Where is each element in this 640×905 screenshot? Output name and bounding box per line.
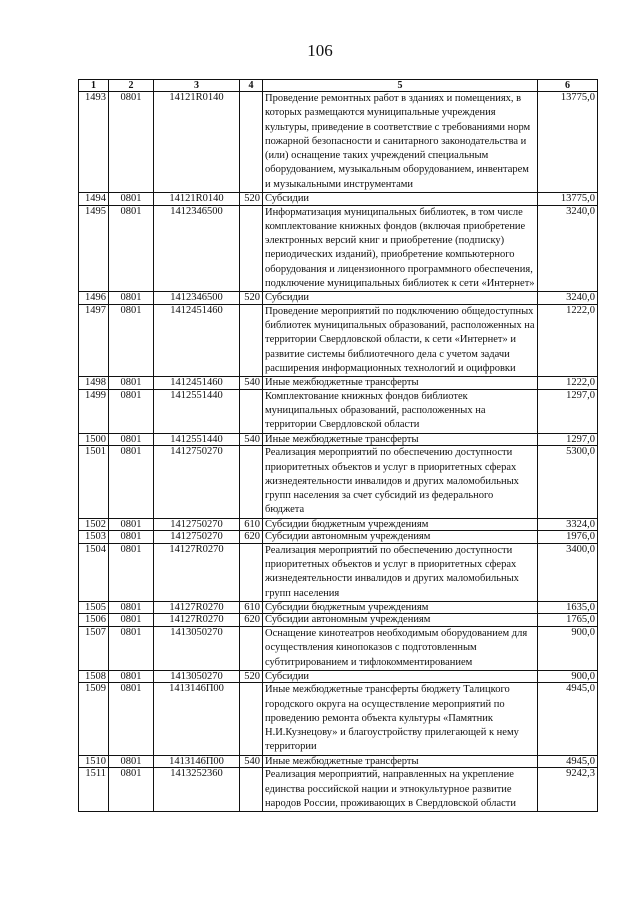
expense-type-cell: 610 <box>240 518 263 531</box>
description-cell: Проведение ремонтных работ в зданиях и помещениях, в которых размещаются муниципальные учреждения культуры, приведение в соответствие с требованиями норм пожарной безопасности и санитарного законодательства и (или) оснащение таких учреждений специальным оборудованием, музыкальным оборудованием, инвентарем и музыкальными инструментами <box>263 92 538 193</box>
description-cell: Комплектование книжных фондов библиотек муниципальных образований, расположенных на территории Свердловской области <box>263 389 538 433</box>
expense-type-cell: 520 <box>240 670 263 683</box>
expense-type-cell <box>240 543 263 601</box>
header-col-3: 3 <box>154 80 240 92</box>
article-code-cell: 1412750270 <box>154 518 240 531</box>
article-code-cell: 1412346500 <box>154 292 240 305</box>
amount-cell: 1635,0 <box>538 601 598 614</box>
section-code-cell: 0801 <box>109 304 154 376</box>
expense-type-cell: 520 <box>240 292 263 305</box>
table-row <box>79 389 598 433</box>
expense-type-cell <box>240 446 263 518</box>
table-row <box>79 601 598 614</box>
expense-type-cell <box>240 304 263 376</box>
description-cell: Иные межбюджетные трансферты <box>263 433 538 446</box>
section-code-cell: 0801 <box>109 292 154 305</box>
description-cell: Проведение мероприятий по подключению общедоступных библиотек муниципальных образований, расположенных на территории Свердловской области, к сети «Интернет» и развитие системы библиотечного дела с учетом задачи расширения информационных технологий и оцифровки <box>263 304 538 376</box>
description-cell: Субсидии бюджетным учреждениям <box>263 601 538 614</box>
expense-type-cell: 620 <box>240 614 263 627</box>
row-number-cell: 1507 <box>79 626 109 670</box>
header-col-2: 2 <box>109 80 154 92</box>
amount-cell: 3400,0 <box>538 543 598 601</box>
table-row <box>79 531 598 544</box>
table-row <box>79 433 598 446</box>
page-number: 106 <box>307 41 333 60</box>
amount-cell: 4945,0 <box>538 755 598 768</box>
amount-cell: 13775,0 <box>538 92 598 193</box>
header-col-6: 6 <box>538 80 598 92</box>
section-code-cell: 0801 <box>109 446 154 518</box>
table-row <box>79 92 598 193</box>
table-row <box>79 205 598 292</box>
table-row <box>79 670 598 683</box>
description-cell: Реализация мероприятий по обеспечению доступности приоритетных объектов и услуг в приоритетных сферах жизнедеятельности инвалидов и других маломобильных групп населения за счет субсидий из федерального бюджета <box>263 446 538 518</box>
article-code-cell: 1412346500 <box>154 205 240 292</box>
section-code-cell: 0801 <box>109 768 154 812</box>
amount-cell: 3240,0 <box>538 205 598 292</box>
row-number-cell: 1502 <box>79 518 109 531</box>
description-cell: Субсидии бюджетным учреждениям <box>263 518 538 531</box>
expense-type-cell: 540 <box>240 433 263 446</box>
section-code-cell: 0801 <box>109 518 154 531</box>
table-row <box>79 755 598 768</box>
expense-type-cell: 540 <box>240 755 263 768</box>
description-cell: Реализация мероприятий, направленных на укрепление единства российской нации и этнокультурное развитие народов России, проживающих в Свердловской области <box>263 768 538 812</box>
description-cell: Субсидии автономным учреждениям <box>263 531 538 544</box>
amount-cell: 1222,0 <box>538 377 598 390</box>
article-code-cell: 1413050270 <box>154 626 240 670</box>
header-col-1: 1 <box>79 80 109 92</box>
article-code-cell: 14121R0140 <box>154 92 240 193</box>
description-cell: Субсидии <box>263 292 538 305</box>
amount-cell: 13775,0 <box>538 193 598 206</box>
table-row <box>79 768 598 812</box>
row-number-cell: 1505 <box>79 601 109 614</box>
section-code-cell: 0801 <box>109 683 154 755</box>
section-code-cell: 0801 <box>109 755 154 768</box>
amount-cell: 5300,0 <box>538 446 598 518</box>
description-cell: Иные межбюджетные трансферты бюджету Талицкого городского округа на осуществление мероприятий по проведению ремонта объекта культуры «Памятник Н.И.Кузнецову» и благоустройству прилегающей к нему территории <box>263 683 538 755</box>
row-number-cell: 1493 <box>79 92 109 193</box>
section-code-cell: 0801 <box>109 377 154 390</box>
row-number-cell: 1506 <box>79 614 109 627</box>
expense-type-cell <box>240 683 263 755</box>
article-code-cell: 1412451460 <box>154 377 240 390</box>
header-row <box>79 80 598 92</box>
row-number-cell: 1497 <box>79 304 109 376</box>
section-code-cell: 0801 <box>109 193 154 206</box>
table-row <box>79 543 598 601</box>
section-code-cell: 0801 <box>109 433 154 446</box>
header-col-4: 4 <box>240 80 263 92</box>
table-row <box>79 193 598 206</box>
row-number-cell: 1498 <box>79 377 109 390</box>
row-number-cell: 1496 <box>79 292 109 305</box>
section-code-cell: 0801 <box>109 601 154 614</box>
table-row <box>79 614 598 627</box>
description-cell: Субсидии автономным учреждениям <box>263 614 538 627</box>
expense-type-cell <box>240 92 263 193</box>
expense-type-cell: 520 <box>240 193 263 206</box>
article-code-cell: 141З146П00 <box>154 683 240 755</box>
description-cell: Субсидии <box>263 670 538 683</box>
amount-cell: 1976,0 <box>538 531 598 544</box>
expense-type-cell <box>240 389 263 433</box>
table-row <box>79 518 598 531</box>
table-row <box>79 683 598 755</box>
section-code-cell: 0801 <box>109 626 154 670</box>
header-col-5: 5 <box>263 80 538 92</box>
article-code-cell: 141З146П00 <box>154 755 240 768</box>
description-cell: Реализация мероприятий по обеспечению доступности приоритетных объектов и услуг в приоритетных сферах жизнедеятельности инвалидов и других маломобильных групп населения <box>263 543 538 601</box>
row-number-cell: 1494 <box>79 193 109 206</box>
row-number-cell: 1504 <box>79 543 109 601</box>
expense-type-cell <box>240 768 263 812</box>
table-row <box>79 292 598 305</box>
table-row <box>79 377 598 390</box>
row-number-cell: 1503 <box>79 531 109 544</box>
article-code-cell: 1412750270 <box>154 446 240 518</box>
expense-type-cell: 610 <box>240 601 263 614</box>
table-row <box>79 446 598 518</box>
table-row <box>79 626 598 670</box>
article-code-cell: 1412750270 <box>154 531 240 544</box>
budget-table <box>78 79 598 812</box>
row-number-cell: 1501 <box>79 446 109 518</box>
article-code-cell: 14127R0270 <box>154 543 240 601</box>
article-code-cell: 14121R0140 <box>154 193 240 206</box>
expense-type-cell: 620 <box>240 531 263 544</box>
row-number-cell: 1495 <box>79 205 109 292</box>
section-code-cell: 0801 <box>109 614 154 627</box>
description-cell: Оснащение кинотеатров необходимым оборудованием для осуществления кинопоказов с подготовленным субтитрированием и тифлокомментированием <box>263 626 538 670</box>
amount-cell: 1765,0 <box>538 614 598 627</box>
row-number-cell: 1510 <box>79 755 109 768</box>
article-code-cell: 1412551440 <box>154 389 240 433</box>
article-code-cell: 1413050270 <box>154 670 240 683</box>
section-code-cell: 0801 <box>109 670 154 683</box>
amount-cell: 3240,0 <box>538 292 598 305</box>
section-code-cell: 0801 <box>109 543 154 601</box>
table-body <box>79 92 598 812</box>
amount-cell: 900,0 <box>538 670 598 683</box>
amount-cell: 1297,0 <box>538 389 598 433</box>
section-code-cell: 0801 <box>109 531 154 544</box>
amount-cell: 1297,0 <box>538 433 598 446</box>
section-code-cell: 0801 <box>109 389 154 433</box>
expense-type-cell <box>240 205 263 292</box>
article-code-cell: 1412451460 <box>154 304 240 376</box>
row-number-cell: 1508 <box>79 670 109 683</box>
amount-cell: 900,0 <box>538 626 598 670</box>
description-cell: Иные межбюджетные трансферты <box>263 755 538 768</box>
amount-cell: 9242,3 <box>538 768 598 812</box>
description-cell: Информатизация муниципальных библиотек, в том числе комплектование книжных фондов (включая приобретение электронных версий книг и приобретение (подписку) периодических изданий), приобретение компьютерного оборудования и лицензионного программного обеспечения, подключение муниципальных библиотек к сети «Интернет» <box>263 205 538 292</box>
article-code-cell: 1412551440 <box>154 433 240 446</box>
amount-cell: 3324,0 <box>538 518 598 531</box>
section-code-cell: 0801 <box>109 205 154 292</box>
article-code-cell: 14127R0270 <box>154 614 240 627</box>
article-code-cell: 14127R0270 <box>154 601 240 614</box>
amount-cell: 1222,0 <box>538 304 598 376</box>
amount-cell: 4945,0 <box>538 683 598 755</box>
row-number-cell: 1509 <box>79 683 109 755</box>
description-cell: Иные межбюджетные трансферты <box>263 377 538 390</box>
expense-type-cell <box>240 626 263 670</box>
article-code-cell: 1413252360 <box>154 768 240 812</box>
row-number-cell: 1500 <box>79 433 109 446</box>
description-cell: Субсидии <box>263 193 538 206</box>
table-row <box>79 304 598 376</box>
expense-type-cell: 540 <box>240 377 263 390</box>
section-code-cell: 0801 <box>109 92 154 193</box>
row-number-cell: 1499 <box>79 389 109 433</box>
row-number-cell: 1511 <box>79 768 109 812</box>
